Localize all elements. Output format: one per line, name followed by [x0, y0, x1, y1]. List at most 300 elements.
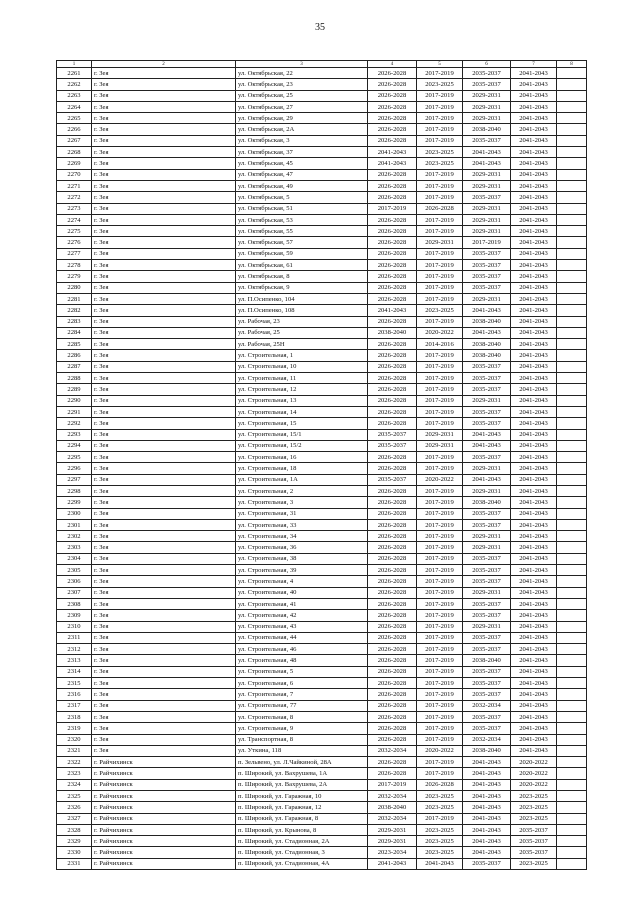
empty-col-8	[557, 226, 587, 237]
address: ул. Строительная, 12	[236, 384, 368, 395]
period-col-7: 2023-2025	[511, 813, 557, 824]
period-col-5: 2023-2025	[417, 79, 463, 90]
period-col-6: 2029-2031	[463, 621, 511, 632]
address: ул. Строительная, 33	[236, 519, 368, 530]
row-number: 2325	[57, 791, 92, 802]
address: ул. Октябрьская, 51	[236, 203, 368, 214]
settlement: г. Зея	[92, 395, 236, 406]
period-col-7: 2041-2043	[511, 418, 557, 429]
empty-col-8	[557, 180, 587, 191]
period-col-6: 2038-2040	[463, 350, 511, 361]
period-col-6: 2035-2037	[463, 598, 511, 609]
period-col-7: 2041-2043	[511, 576, 557, 587]
period-col-5: 2014-2016	[417, 339, 463, 350]
table-row	[57, 101, 587, 112]
address: ул. Октябрьская, 5	[236, 192, 368, 203]
empty-col-8	[557, 169, 587, 180]
table-row	[57, 192, 587, 203]
row-number: 2288	[57, 373, 92, 384]
period-col-7: 2041-2043	[511, 700, 557, 711]
period-col-5: 2017-2019	[417, 757, 463, 768]
period-col-4: 2026-2028	[368, 271, 417, 282]
table-row	[57, 214, 587, 225]
period-col-5: 2017-2019	[417, 271, 463, 282]
period-col-7: 2041-2043	[511, 678, 557, 689]
period-col-5: 2017-2019	[417, 135, 463, 146]
period-col-6: 2029-2031	[463, 587, 511, 598]
period-col-4: 2032-2034	[368, 813, 417, 824]
period-col-5: 2017-2019	[417, 813, 463, 824]
period-col-6: 2035-2037	[463, 711, 511, 722]
table-row	[57, 508, 587, 519]
empty-col-8	[557, 406, 587, 417]
table-row	[57, 474, 587, 485]
address: ул. Строительная, 36	[236, 542, 368, 553]
period-col-7: 2023-2025	[511, 791, 557, 802]
period-col-5: 2017-2019	[417, 463, 463, 474]
period-col-5: 2017-2019	[417, 260, 463, 271]
settlement: г. Зея	[92, 452, 236, 463]
period-col-4: 2026-2028	[368, 395, 417, 406]
address: ул. Строительная, 38	[236, 553, 368, 564]
period-col-5: 2017-2019	[417, 610, 463, 621]
period-col-5: 2017-2019	[417, 293, 463, 304]
period-col-4: 2026-2028	[368, 373, 417, 384]
period-col-7: 2041-2043	[511, 282, 557, 293]
period-col-6: 2029-2031	[463, 90, 511, 101]
column-number: 2	[92, 61, 236, 68]
period-col-5: 2017-2019	[417, 497, 463, 508]
address: ул. Строительная, 77	[236, 700, 368, 711]
empty-col-8	[557, 260, 587, 271]
table-row	[57, 824, 587, 835]
row-number: 2311	[57, 632, 92, 643]
address: ул. Октябрьская, 3	[236, 135, 368, 146]
table-row	[57, 531, 587, 542]
row-number: 2322	[57, 757, 92, 768]
address: ул. Октябрьская, 29	[236, 113, 368, 124]
empty-col-8	[557, 791, 587, 802]
period-col-6: 2041-2043	[463, 757, 511, 768]
period-col-5: 2017-2019	[417, 101, 463, 112]
period-col-7: 2041-2043	[511, 135, 557, 146]
empty-col-8	[557, 429, 587, 440]
period-col-5: 2023-2025	[417, 305, 463, 316]
address: ул. П.Осипенко, 104	[236, 293, 368, 304]
row-number: 2326	[57, 802, 92, 813]
row-number: 2328	[57, 824, 92, 835]
settlement: г. Зея	[92, 293, 236, 304]
settlement: г. Зея	[92, 180, 236, 191]
empty-col-8	[557, 666, 587, 677]
period-col-4: 2026-2028	[368, 124, 417, 135]
period-col-7: 2041-2043	[511, 361, 557, 372]
period-col-7: 2041-2043	[511, 124, 557, 135]
empty-col-8	[557, 711, 587, 722]
empty-col-8	[557, 802, 587, 813]
period-col-7: 2041-2043	[511, 203, 557, 214]
empty-col-8	[557, 598, 587, 609]
row-number: 2317	[57, 700, 92, 711]
table-row	[57, 350, 587, 361]
settlement: г. Райчихинск	[92, 836, 236, 847]
address: ул. Строительная, 7	[236, 689, 368, 700]
table-row	[57, 519, 587, 530]
period-col-6: 2035-2037	[463, 452, 511, 463]
period-col-7: 2023-2025	[511, 802, 557, 813]
period-col-6: 2041-2043	[463, 824, 511, 835]
period-col-5: 2023-2025	[417, 836, 463, 847]
period-col-4: 2026-2028	[368, 485, 417, 496]
period-col-6: 2035-2037	[463, 519, 511, 530]
address: ул. Строительная, 6	[236, 678, 368, 689]
row-number: 2300	[57, 508, 92, 519]
settlement: г. Зея	[92, 418, 236, 429]
settlement: г. Зея	[92, 734, 236, 745]
period-col-6: 2035-2037	[463, 858, 511, 869]
period-col-5: 2017-2019	[417, 282, 463, 293]
period-col-6: 2035-2037	[463, 632, 511, 643]
period-col-6: 2041-2043	[463, 327, 511, 338]
period-col-5: 2017-2019	[417, 565, 463, 576]
row-number: 2266	[57, 124, 92, 135]
column-number: 1	[57, 61, 92, 68]
address: ул. Строительная, 39	[236, 565, 368, 576]
period-col-5: 2017-2019	[417, 644, 463, 655]
column-number-row	[57, 61, 587, 68]
row-number: 2287	[57, 361, 92, 372]
period-col-5: 2017-2019	[417, 621, 463, 632]
table-row	[57, 203, 587, 214]
table-row	[57, 180, 587, 191]
period-col-7: 2041-2043	[511, 745, 557, 756]
empty-col-8	[557, 192, 587, 203]
period-col-7: 2041-2043	[511, 260, 557, 271]
settlement: г. Зея	[92, 203, 236, 214]
table-row	[57, 621, 587, 632]
period-col-4: 2026-2028	[368, 542, 417, 553]
period-col-4: 2026-2028	[368, 621, 417, 632]
period-col-6: 2032-2034	[463, 734, 511, 745]
period-col-6: 2038-2040	[463, 339, 511, 350]
address: ул. Строительная, 8	[236, 711, 368, 722]
address: ул. Строительная, 13	[236, 395, 368, 406]
row-number: 2306	[57, 576, 92, 587]
address: ул. Октябрьская, 22	[236, 68, 368, 79]
settlement: г. Зея	[92, 350, 236, 361]
settlement: г. Зея	[92, 101, 236, 112]
empty-col-8	[557, 621, 587, 632]
settlement: г. Зея	[92, 632, 236, 643]
period-col-6: 2029-2031	[463, 463, 511, 474]
address: п. Широкий, ул. Стадионная, 4А	[236, 858, 368, 869]
period-col-7: 2035-2037	[511, 836, 557, 847]
period-col-7: 2041-2043	[511, 621, 557, 632]
row-number: 2265	[57, 113, 92, 124]
row-number: 2292	[57, 418, 92, 429]
table-row	[57, 497, 587, 508]
empty-col-8	[557, 361, 587, 372]
period-col-4: 2026-2028	[368, 700, 417, 711]
row-number: 2272	[57, 192, 92, 203]
period-col-6: 2035-2037	[463, 135, 511, 146]
period-col-6: 2029-2031	[463, 203, 511, 214]
period-col-4: 2026-2028	[368, 293, 417, 304]
settlement: г. Зея	[92, 147, 236, 158]
table-row	[57, 124, 587, 135]
period-col-6: 2035-2037	[463, 79, 511, 90]
empty-col-8	[557, 147, 587, 158]
address: ул. Октябрьская, 53	[236, 214, 368, 225]
period-col-6: 2041-2043	[463, 791, 511, 802]
row-number: 2285	[57, 339, 92, 350]
period-col-5: 2017-2019	[417, 350, 463, 361]
table-row	[57, 644, 587, 655]
address: ул. Октябрьская, 9	[236, 282, 368, 293]
row-number: 2275	[57, 226, 92, 237]
period-col-7: 2041-2043	[511, 384, 557, 395]
row-number: 2330	[57, 847, 92, 858]
period-col-7: 2041-2043	[511, 226, 557, 237]
table-row	[57, 723, 587, 734]
empty-col-8	[557, 158, 587, 169]
period-col-5: 2023-2025	[417, 147, 463, 158]
table-row	[57, 135, 587, 146]
period-col-6: 2029-2031	[463, 531, 511, 542]
empty-col-8	[557, 68, 587, 79]
settlement: г. Зея	[92, 542, 236, 553]
period-col-6: 2035-2037	[463, 553, 511, 564]
settlement: г. Зея	[92, 587, 236, 598]
period-col-6: 2035-2037	[463, 678, 511, 689]
period-col-4: 2023-2034	[368, 847, 417, 858]
settlement: г. Зея	[92, 214, 236, 225]
settlement: г. Зея	[92, 610, 236, 621]
period-col-7: 2041-2043	[511, 237, 557, 248]
period-col-6: 2035-2037	[463, 68, 511, 79]
period-col-5: 2020-2022	[417, 327, 463, 338]
address: ул. Строительная, 1А	[236, 474, 368, 485]
settlement: г. Зея	[92, 327, 236, 338]
period-col-4: 2041-2043	[368, 147, 417, 158]
period-col-6: 2035-2037	[463, 192, 511, 203]
period-col-7: 2041-2043	[511, 723, 557, 734]
address: ул. Октябрьская, 2А	[236, 124, 368, 135]
period-col-7: 2041-2043	[511, 339, 557, 350]
settlement: г. Райчихинск	[92, 847, 236, 858]
period-col-4: 2026-2028	[368, 689, 417, 700]
period-col-6: 2035-2037	[463, 418, 511, 429]
period-col-7: 2020-2022	[511, 768, 557, 779]
empty-col-8	[557, 113, 587, 124]
row-number: 2323	[57, 768, 92, 779]
period-col-6: 2029-2031	[463, 180, 511, 191]
period-col-4: 2026-2028	[368, 587, 417, 598]
period-col-6: 2029-2031	[463, 485, 511, 496]
period-col-7: 2041-2043	[511, 474, 557, 485]
settlement: г. Райчихинск	[92, 791, 236, 802]
period-col-7: 2041-2043	[511, 305, 557, 316]
settlement: г. Зея	[92, 79, 236, 90]
period-col-7: 2041-2043	[511, 565, 557, 576]
settlement: г. Зея	[92, 598, 236, 609]
row-number: 2270	[57, 169, 92, 180]
period-col-5: 2017-2019	[417, 519, 463, 530]
settlement: г. Зея	[92, 373, 236, 384]
period-col-4: 2041-2043	[368, 858, 417, 869]
period-col-4: 2035-2037	[368, 474, 417, 485]
row-number: 2303	[57, 542, 92, 553]
period-col-7: 2041-2043	[511, 644, 557, 655]
period-col-6: 2038-2040	[463, 316, 511, 327]
row-number: 2261	[57, 68, 92, 79]
row-number: 2302	[57, 531, 92, 542]
period-col-5: 2041-2043	[417, 858, 463, 869]
table-row	[57, 598, 587, 609]
address: ул. Строительная, 15/2	[236, 440, 368, 451]
period-col-5: 2017-2019	[417, 768, 463, 779]
period-col-6: 2035-2037	[463, 689, 511, 700]
table-row	[57, 802, 587, 813]
period-col-4: 2017-2019	[368, 779, 417, 790]
period-col-7: 2041-2043	[511, 610, 557, 621]
settlement: г. Зея	[92, 497, 236, 508]
empty-col-8	[557, 474, 587, 485]
row-number: 2321	[57, 745, 92, 756]
period-col-7: 2020-2022	[511, 779, 557, 790]
period-col-6: 2035-2037	[463, 565, 511, 576]
period-col-4: 2026-2028	[368, 463, 417, 474]
empty-col-8	[557, 587, 587, 598]
period-col-7: 2041-2043	[511, 373, 557, 384]
period-col-6: 2035-2037	[463, 282, 511, 293]
settlement: г. Райчихинск	[92, 768, 236, 779]
period-col-4: 2026-2028	[368, 723, 417, 734]
period-col-6: 2041-2043	[463, 474, 511, 485]
settlement: г. Зея	[92, 361, 236, 372]
period-col-6: 2041-2043	[463, 847, 511, 858]
column-number: 5	[417, 61, 463, 68]
empty-col-8	[557, 282, 587, 293]
settlement: г. Зея	[92, 576, 236, 587]
address: ул. Строительная, 41	[236, 598, 368, 609]
period-col-6: 2035-2037	[463, 260, 511, 271]
table-row	[57, 463, 587, 474]
column-number: 3	[236, 61, 368, 68]
period-col-7: 2041-2043	[511, 655, 557, 666]
table-row	[57, 418, 587, 429]
settlement: г. Зея	[92, 282, 236, 293]
period-col-6: 2041-2043	[463, 305, 511, 316]
table-row	[57, 316, 587, 327]
period-col-4: 2026-2028	[368, 101, 417, 112]
period-col-6: 2029-2031	[463, 113, 511, 124]
settlement: г. Зея	[92, 429, 236, 440]
empty-col-8	[557, 124, 587, 135]
empty-col-8	[557, 101, 587, 112]
period-col-5: 2023-2025	[417, 791, 463, 802]
period-col-5: 2017-2019	[417, 384, 463, 395]
row-number: 2267	[57, 135, 92, 146]
table-row	[57, 440, 587, 451]
period-col-5: 2017-2019	[417, 587, 463, 598]
period-col-5: 2017-2019	[417, 734, 463, 745]
period-col-4: 2026-2028	[368, 192, 417, 203]
row-number: 2329	[57, 836, 92, 847]
address: п. Широкий, ул. Гаражная, 10	[236, 791, 368, 802]
period-col-4: 2026-2028	[368, 68, 417, 79]
period-col-5: 2029-2031	[417, 429, 463, 440]
period-col-7: 2041-2043	[511, 734, 557, 745]
period-col-7: 2041-2043	[511, 192, 557, 203]
row-number: 2293	[57, 429, 92, 440]
period-col-4: 2026-2028	[368, 79, 417, 90]
row-number: 2298	[57, 485, 92, 496]
period-col-6: 2035-2037	[463, 406, 511, 417]
row-number: 2324	[57, 779, 92, 790]
empty-col-8	[557, 327, 587, 338]
address: ул. Строительная, 42	[236, 610, 368, 621]
address: ул. Строительная, 11	[236, 373, 368, 384]
row-number: 2284	[57, 327, 92, 338]
row-number: 2316	[57, 689, 92, 700]
period-col-6: 2041-2043	[463, 158, 511, 169]
address: ул. Уткина, 118	[236, 745, 368, 756]
row-number: 2280	[57, 282, 92, 293]
period-col-5: 2017-2019	[417, 226, 463, 237]
empty-col-8	[557, 237, 587, 248]
period-col-4: 2035-2037	[368, 429, 417, 440]
empty-col-8	[557, 644, 587, 655]
table-row	[57, 79, 587, 90]
period-col-5: 2017-2019	[417, 666, 463, 677]
period-col-6: 2029-2031	[463, 214, 511, 225]
period-col-7: 2041-2043	[511, 68, 557, 79]
period-col-7: 2041-2043	[511, 531, 557, 542]
period-col-4: 2026-2028	[368, 406, 417, 417]
settlement: г. Зея	[92, 406, 236, 417]
row-number: 2279	[57, 271, 92, 282]
empty-col-8	[557, 350, 587, 361]
period-col-4: 2026-2028	[368, 90, 417, 101]
settlement: г. Райчихинск	[92, 757, 236, 768]
settlement: г. Зея	[92, 260, 236, 271]
address: ул. Строительная, 16	[236, 452, 368, 463]
address: ул. Октябрьская, 8	[236, 271, 368, 282]
settlement: г. Зея	[92, 700, 236, 711]
row-number: 2327	[57, 813, 92, 824]
table-row	[57, 813, 587, 824]
address: ул. П.Осипенко, 108	[236, 305, 368, 316]
period-col-5: 2023-2025	[417, 824, 463, 835]
period-col-4: 2032-2034	[368, 745, 417, 756]
table-row	[57, 734, 587, 745]
period-col-6: 2038-2040	[463, 497, 511, 508]
empty-col-8	[557, 373, 587, 384]
period-col-4: 2026-2028	[368, 214, 417, 225]
table-row	[57, 858, 587, 869]
empty-col-8	[557, 836, 587, 847]
period-col-5: 2017-2019	[417, 485, 463, 496]
empty-col-8	[557, 655, 587, 666]
settlement: г. Зея	[92, 474, 236, 485]
address: п. Широкий, ул. Гаражная, 12	[236, 802, 368, 813]
period-col-5: 2020-2022	[417, 745, 463, 756]
period-col-5: 2017-2019	[417, 542, 463, 553]
empty-col-8	[557, 610, 587, 621]
address: ул. Строительная, 18	[236, 463, 368, 474]
period-col-5: 2017-2019	[417, 316, 463, 327]
